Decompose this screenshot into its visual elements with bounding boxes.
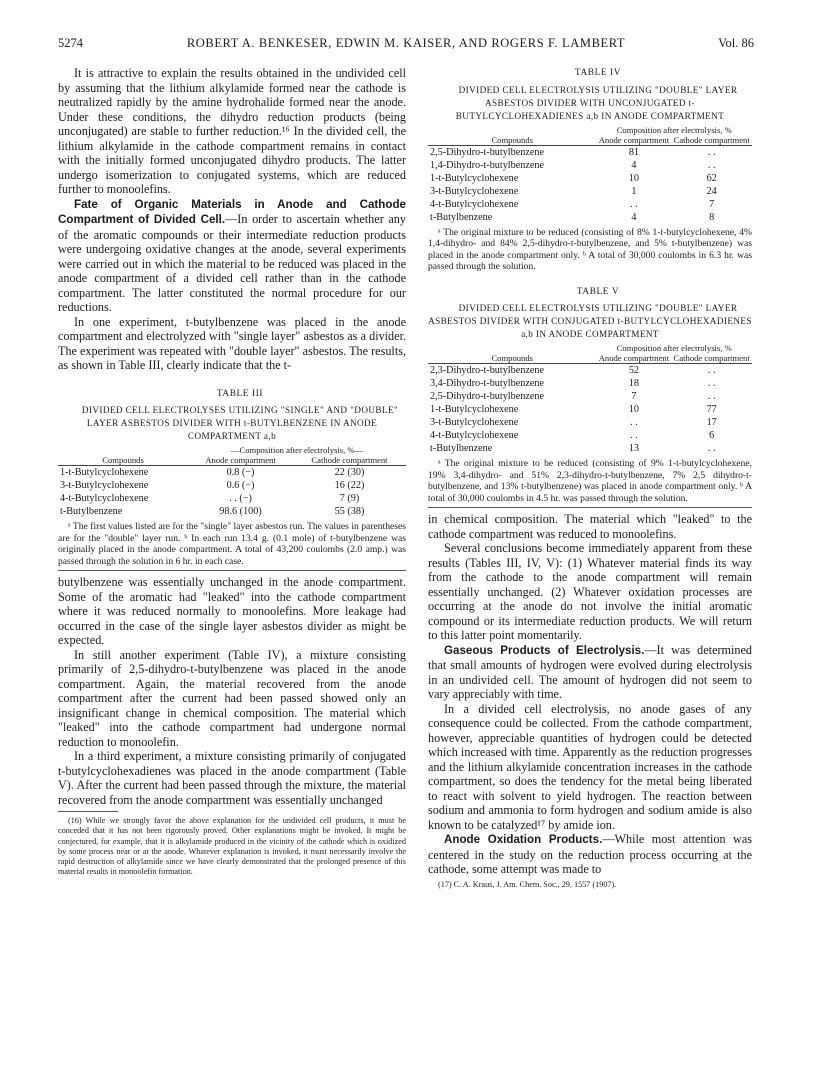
column-header: Cathode compartment	[673, 134, 750, 145]
table-label: TABLE III	[216, 388, 264, 399]
paragraph: It is attractive to explain the results obtained in the undivided cell by assuming that the lithium alkylamide formed near the cathode is neutralized rapidly by the amine hydrohalide formed near the anode. Under these conditions, the dihydro reduction products (being unconjugated) are stable to further reduction.¹⁶ In the divided cell, the lithium alkylamide in the cathode compartment remains in contact with the initially formed unconjugated dihydro products. The latter undergo isomerization to conjugated systems, which are reduced further to monoolefins.	[58, 66, 406, 196]
table-footnote: ᵃ The first values listed are for the "single" layer asbestos run. The values in parentheses are for the "double" layer run. ᵇ In each run 13.4 g. (0.1 mole) of t-butylbenzene was originally placed in the anode compartment. A total of 43,200 coulombs (2.0 amp.) was passed through the solution in 6 hr. in each case.	[58, 521, 406, 567]
column-header: Compounds	[491, 134, 533, 145]
table	[58, 445, 406, 518]
table-row: 4-t-Butylcyclohexene . . 6	[430, 430, 715, 441]
table-row: 4-t-Butylcyclohexene . . 7	[430, 198, 715, 210]
column-header: Anode compartment	[598, 134, 670, 145]
table-row: 1-t-Butylcyclohexene 10 62	[430, 172, 717, 184]
paragraph	[58, 197, 406, 315]
column-header: Cathode compartment	[673, 353, 750, 363]
page-number: 5274	[58, 36, 83, 50]
table-footnote: ᵃ The original mixture to be reduced (consisting of 8% 1-t-butylcyclohexene, 4% 1,4-dihydro- and 84% 2,5-dihydro-t-butylbenzene, and 5% t-butylbenzene) was placed in the anode compartment only. ᵇ A total of 30,000 coulombs in 6.3 hr. was passed through the solution.	[428, 226, 752, 272]
paragraph: In still another experiment (Table IV), a mixture consisting primarily of 2,5-dihydro-t-butylbenzene was placed in the anode compartment. Again, the material recovered from the anode compartment after the current had been passed showed only an insignificant change in chemical composition. The material which "leaked" into the cathode compartment had undergone normal reduction to monoolefin.	[58, 647, 406, 749]
paragraph: butylbenzene was essentially unchanged in the anode compartment. Some of the aromatic had "leaked" into the cathode compartment where it was reduced normally to monoolefins. More leakage had occurred in the case of the single layer asbestos divider as might be expected.	[58, 575, 406, 647]
table	[428, 125, 752, 224]
footnote-16: (16) While we strongly favor the above explanation for the undivided cell products, it must be conceded that it has not been rigorously proved. Other explanations might be invoked. It might be conjectured, for example, that it is alkylamide produced in the vicinity of the cathode which is oxidized by some process near or at the anode. Whatever explanation is invoked, it must necessarily involve the rapid destruction of alkylamide since we have clearly demonstrated that the prolonged presence of this material results in monoolefin formation.	[58, 816, 406, 877]
table-label: TABLE IV	[574, 68, 622, 78]
table-row: 1-t-Butylcyclohexene 0.8 (−) 22 (30)	[60, 467, 365, 478]
running-authors: ROBERT A. BENKESER, EDWIN M. KAISER, AND ROGERS F. LAMBERT	[186, 36, 626, 50]
column-header: Cathode compartment	[311, 455, 388, 465]
table-row: 3-t-Butylcyclohexene 1 24	[430, 185, 717, 197]
table-caption: DIVIDED CELL ELECTROLYSIS UTILIZING "DOUBLE" LAYER ASBESTOS DIVIDER WITH UNCONJUGATED t-BUTYLCYCLOHEXADIENES a,b IN ANODE COMPARTMENT	[455, 84, 738, 121]
paragraph: In one experiment, t-butylbenzene was placed in the anode compartment and electrolyzed with "single layer" asbestos as a divider. The experiment was repeated with "double layer" asbestos. The results, as shown in Table III, clearly indicate that the t-	[58, 314, 406, 372]
table-row: 3,4-Dihydro-t-butylbenzene 18 . .	[430, 378, 716, 389]
table-row: 4-t-Butylcyclohexene . . (−) 7 (9)	[60, 493, 360, 504]
footnote-rule	[58, 811, 118, 812]
paragraph: in chemical composition. The material which "leaked" to the cathode compartment was reduced to monoolefins.	[428, 512, 752, 541]
paragraph: Several conclusions become immediately apparent from these results (Tables III, IV, V): (1) Whatever material finds its way from the cathode to the anode compartment will remain essentially unchanged. (2) Whatever oxidation processes are occurring at the anode do not involve the initial aromatic compound or its intermediate reduction products. We will return to this latter point momentarily.	[428, 541, 752, 642]
table	[428, 343, 752, 455]
section-text: —In order to ascertain whether any of the aromatic compounds or their intermediate reduction products were undergoing oxidative changes at the anode, several experiments were carried out in which the material to be reduced was placed in the anode compartment of a divided cell rather than in the cathode compartment. The latter constituted the normal procedure for our reductions.	[58, 212, 406, 314]
table-iv	[428, 66, 752, 273]
divider	[428, 507, 752, 508]
section-text: —It was determined that small amounts of hydrogen were evolved during electrolysis in an undivided cell. The amount of hydrogen did not seem to vary appreciably with time.	[428, 642, 753, 701]
section-text: —While most attention was centered in the study on the reduction process occurring at the cathode, some attempt was made to	[428, 832, 752, 876]
table-caption: DIVIDED CELL ELECTROLYSES UTILIZING "SINGLE" AND "DOUBLE" LAYER ASBESTOS DIVIDER WITH t-BUTYLBENZENE IN ANODE COMPARTMENT a,b	[81, 405, 399, 441]
table-caption: DIVIDED CELL ELECTROLYSIS UTILIZING "DOUBLE" LAYER ASBESTOS DIVIDER WITH CONJUGATED t-BUTYLCYCLOHEXADIENES a,b IN ANODE COMPARTMENT	[428, 303, 752, 339]
column-header: Compounds	[491, 353, 533, 363]
footnote-17: (17) C. A. Kraus, J. Am. Chem. Soc., 29, 1557 (1907).	[438, 879, 617, 889]
table-row: 3-t-Butylcyclohexene 0.6 (−) 16 (22)	[60, 480, 365, 491]
table-row: 3-t-Butylcyclohexene . . 17	[430, 417, 717, 428]
paragraph: In a third experiment, a mixture consisting primarily of conjugated t-butylcyclohexadienes was placed in the anode compartment (Table V). After the current had been passed through the mixture, the material recovered from the anode compartment was essentially unchanged	[58, 749, 406, 807]
left-column	[58, 66, 406, 878]
column-header: Compounds	[102, 455, 144, 465]
group-header: Composition after electrolysis, %	[616, 124, 732, 135]
table-row: t-Butylbenzene 13 . .	[430, 443, 716, 454]
paragraph	[428, 643, 752, 702]
table-row: 2,5-Dihydro-t-butylbenzene 7 . .	[430, 391, 716, 402]
group-header: Composition after electrolysis, %	[616, 343, 732, 353]
table-row: t-Butylbenzene 4 8	[430, 211, 715, 223]
right-column	[428, 66, 752, 890]
column-header: Anode compartment	[205, 455, 276, 465]
table-row: 1-t-Butylcyclohexene 10 77	[430, 404, 717, 415]
paragraph	[428, 832, 752, 877]
table-footnote: ᵃ The original mixture to be reduced (consisting of 9% 1-t-butylcyclohexene, 19% 3,4-dihydro- and 51% 2,3-dihydro-t-butylbenzene, 7% 2,5 dihydro-t-butylbenzene, and 13% t-butylbenzene) was placed in anode compartment only. ᵇ A total of 30,000 coulombs in 4.5 hr. was passed through the solution.	[428, 458, 752, 504]
section-heading: Gaseous Products of Electrolysis.	[444, 643, 645, 657]
divider	[58, 570, 406, 571]
table-iii	[58, 387, 406, 568]
table-label: TABLE V	[576, 286, 620, 297]
table-v	[428, 285, 752, 505]
paragraph: In a divided cell electrolysis, no anode gases of any consequence could be collected. From the cathode compartment, however, appreciable quantities of hydrogen could be detected which increased with time. Apparently as the reduction progresses and the lithium alkylamide concentration increases in the cathode compartment, so does the tendency for the metal being liberated to react with solvent to yield hydrogen. The reaction between sodium and ammonia to form hydrogen and sodium amide is also known to be catalyzed¹⁷ by amide ion.	[428, 701, 752, 832]
page-header	[58, 36, 754, 52]
volume-label: Vol. 86	[718, 36, 754, 50]
section-heading: Anode Oxidation Products.	[444, 833, 603, 846]
table-row: 1,4-Dihydro-t-butylbenzene 4 . .	[430, 159, 716, 171]
table-row: t-Butylbenzene 98.6 (100) 55 (38)	[60, 506, 365, 517]
column-header: Anode compartment	[598, 353, 670, 363]
table-row: 2,5-Dihydro-t-butylbenzene 81 . .	[430, 146, 716, 158]
table-row: 2,3-Dihydro-t-butylbenzene 52 . .	[430, 365, 716, 376]
group-header: —Composition after electrolysis, %—	[230, 445, 364, 455]
section-heading: Fate of Organic Materials in Anode and Cathode Compartment of Divided Cell.	[58, 197, 406, 226]
